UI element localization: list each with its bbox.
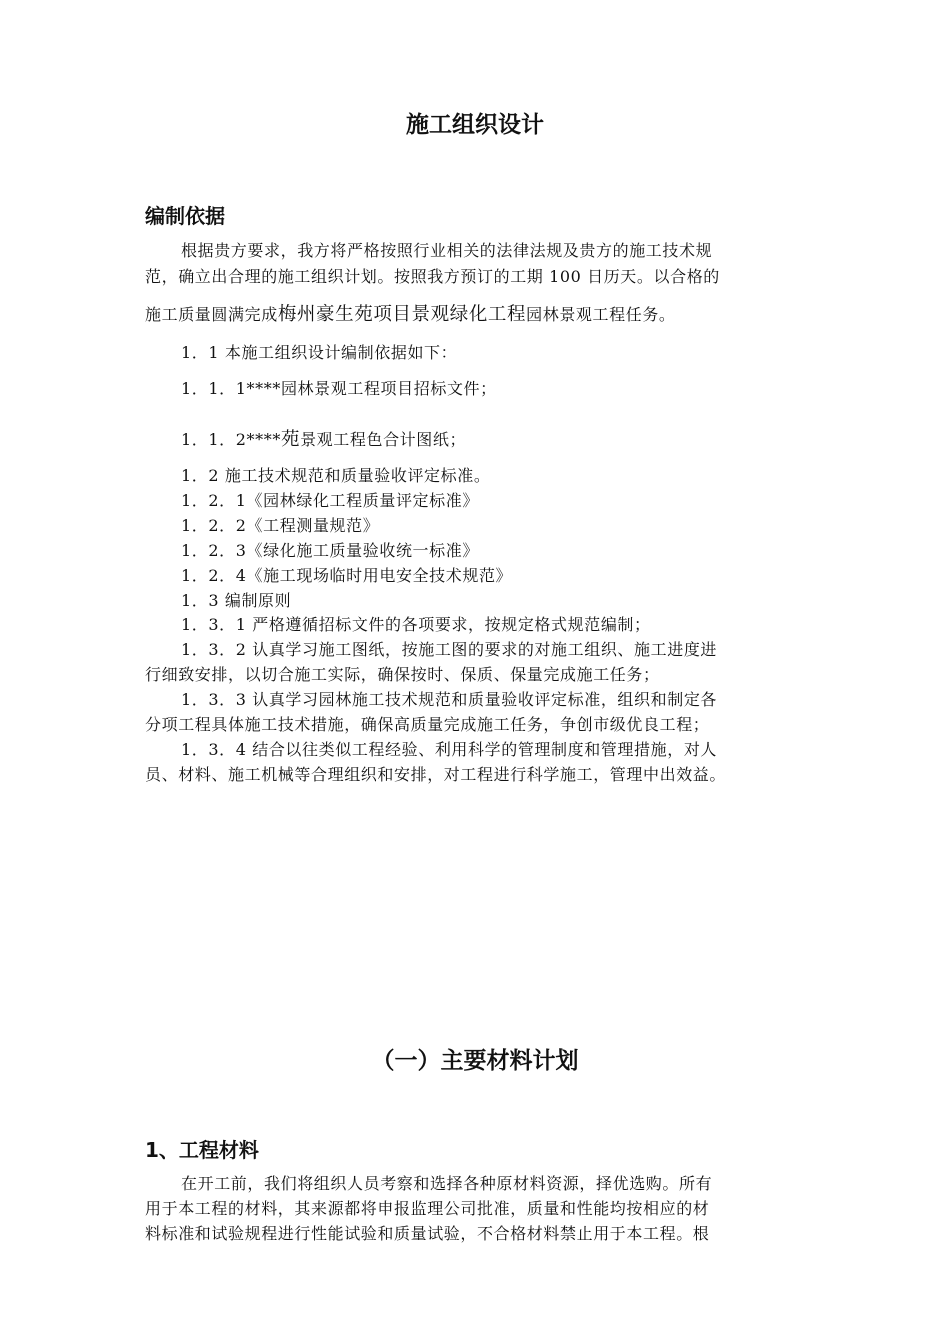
basis-item-1-1-2 xyxy=(181,425,845,451)
section-heading-basis: 编制依据 xyxy=(145,204,225,228)
basis-item-1-3-2-line-1: 1．3．2 认真学习施工图纸，按施工图的要求的对施工组织、施工进度进 xyxy=(181,640,718,659)
basis-item-1-3-3-line-1: 1．3．3 认真学习园林施工技术规范和质量验收评定标准，组织和制定各 xyxy=(181,690,718,709)
materials-line-2: 用于本工程的材料，其来源都将申报监理公司批准，质量和性能均按相应的材 xyxy=(145,1199,710,1218)
basis-item-1-2: 1．2 施工技术规范和质量验收评定标准。 xyxy=(181,466,491,485)
basis-item-1-3: 1．3 编制原则 xyxy=(181,591,292,610)
basis-item-1-1-2-part-b: 苑 xyxy=(280,429,301,450)
intro-line-3 xyxy=(145,300,809,326)
basis-item-1-1-1: 1．1．1****园林景观工程项目招标文件； xyxy=(181,379,497,398)
materials-line-1: 在开工前，我们将组织人员考察和选择各种原材料资源，择优选购。所有 xyxy=(181,1174,713,1193)
intro-line-1: 根据贵方要求，我方将严格按照行业相关的法律法规及贵方的施工技术规 xyxy=(181,241,713,260)
basis-item-1-3-2-line-2: 行细致安排，以切合施工实际，确保按时、保质、保量完成施工任务； xyxy=(145,665,660,684)
project-name: 梅州豪生苑项目景观绿化工程 xyxy=(277,304,527,325)
basis-item-1-2-3: 1．2．3《绿化施工质量验收统一标准》 xyxy=(181,541,479,560)
basis-item-1-3-4-line-1: 1．3．4 结合以往类似工程经验、利用科学的管理制度和管理措施，对人 xyxy=(181,740,718,759)
intro-line-3-part-c: 园林景观工程任务。 xyxy=(526,305,676,324)
materials-line-3: 料标准和试验规程进行性能试验和质量试验，不合格材料禁止用于本工程。根 xyxy=(145,1224,710,1243)
basis-item-1-3-4-line-2: 员、材料、施工机械等合理组织和安排，对工程进行科学施工，管理中出效益。 xyxy=(145,765,727,784)
document-title: 施工组织设计 xyxy=(406,112,544,138)
basis-item-1-1: 1．1 本施工组织设计编制依据如下： xyxy=(181,343,458,362)
basis-item-1-1-2-part-c: 景观工程色合计图纸； xyxy=(300,430,467,449)
basis-item-1-3-1: 1．3．1 严格遵循招标文件的各项要求，按规定格式规范编制； xyxy=(181,615,651,634)
intro-line-3-part-a: 施工质量圆满完成 xyxy=(145,305,278,324)
section-title-materials-plan: （一）主要材料计划 xyxy=(371,1048,579,1074)
basis-item-1-2-4: 1．2．4《施工现场临时用电安全技术规范》 xyxy=(181,566,513,585)
intro-line-2: 范，确立出合理的施工组织计划。按照我方预订的工期 100 日历天。以合格的 xyxy=(145,267,720,286)
basis-item-1-3-3-line-2: 分项工程具体施工技术措施，确保高质量完成施工任务，争创市级优良工程； xyxy=(145,715,710,734)
section-heading-materials: 1、工程材料 xyxy=(145,1138,259,1162)
basis-item-1-1-2-part-a: 1．1．2**** xyxy=(181,430,281,449)
basis-item-1-2-2: 1．2．2《工程测量规范》 xyxy=(181,516,380,535)
basis-item-1-2-1: 1．2．1《园林绿化工程质量评定标准》 xyxy=(181,491,479,510)
